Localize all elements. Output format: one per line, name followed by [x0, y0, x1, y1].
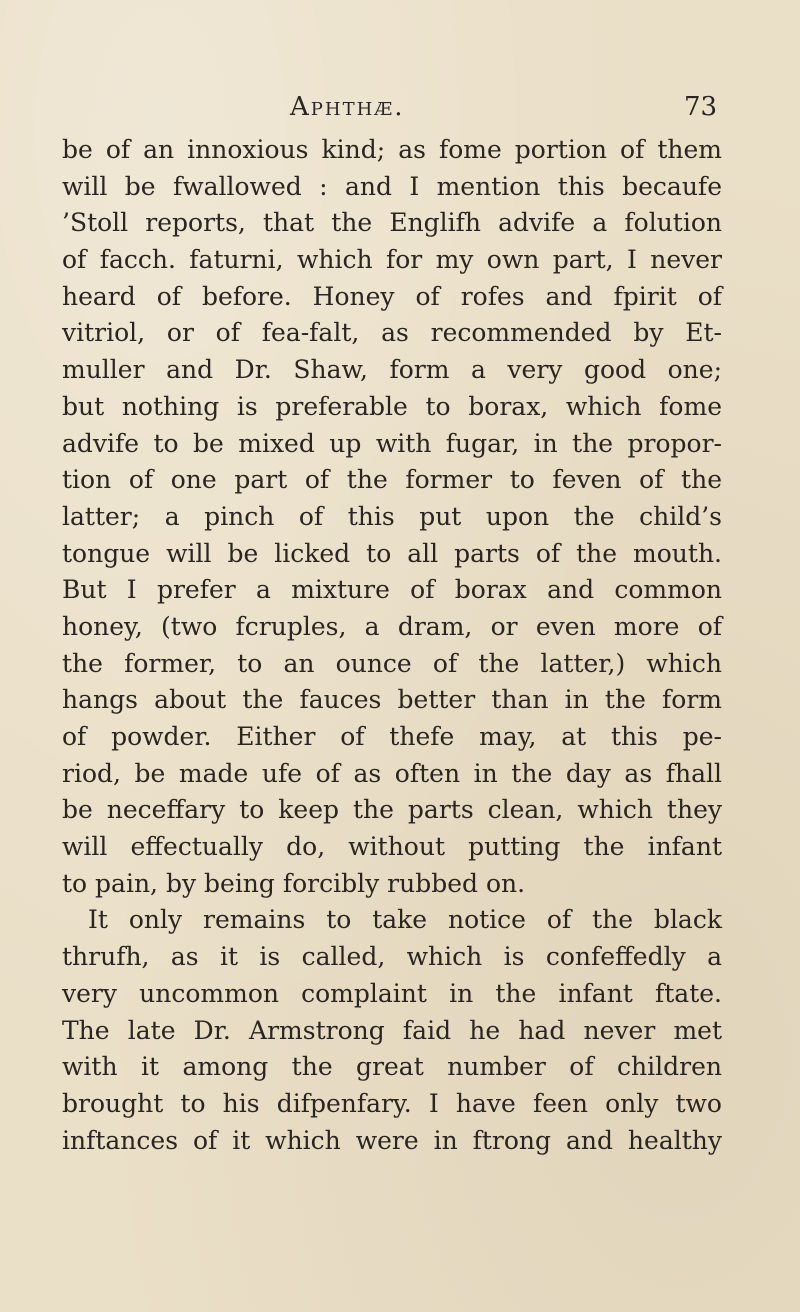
- text-line: with it among the great number of children: [62, 1052, 722, 1082]
- text-line: will be fwallowed : and I mention this becaufe: [62, 171, 722, 201]
- text-line: to pain, by being forcibly rubbed on.: [62, 868, 526, 898]
- text-line: It only remains to take notice of the black: [88, 905, 722, 935]
- text-line: thrufh, as it is called, which is confeffedly a: [62, 942, 722, 972]
- text-line: muller and Dr. Shaw, form a very good one;: [62, 355, 722, 385]
- text-line: But I prefer a mixture of borax and common: [62, 575, 722, 605]
- text-line: riod, be made ufe of as often in the day as fhall: [62, 758, 722, 788]
- running-head: Aphthæ.: [290, 92, 405, 122]
- text-line: brought to his difpenfary. I have feen only two: [62, 1088, 722, 1118]
- text-line: the former, to an ounce of the latter,) which: [62, 648, 722, 678]
- text-line: advife to be mixed up with fugar, in the propor-: [62, 428, 722, 458]
- text-line: tongue will be licked to all parts of the mouth.: [62, 538, 722, 568]
- text-line: be neceffary to keep the parts clean, which they: [62, 795, 722, 825]
- text-line: very uncommon complaint in the infant ftate.: [62, 978, 722, 1008]
- text-line: be of an innoxious kind; as fome portion of them: [62, 135, 722, 164]
- text-line: will effectually do, without putting the infant: [62, 832, 722, 862]
- text-line: hangs about the fauces better than in the form: [62, 685, 722, 715]
- text-line: of facch. faturni, which for my own part, I never: [62, 245, 722, 275]
- text-line: of powder. Either of thefe may, at this pe-: [62, 722, 722, 751]
- body-text: [62, 132, 722, 1159]
- text-line: honey, (two fcruples, a dram, or even more of: [62, 611, 722, 641]
- text-line: inftances of it which were in ftrong and healthy: [62, 1125, 722, 1155]
- text-line: ’Stoll reports, that the Englifh advife a folution: [62, 208, 722, 238]
- text-line: The late Dr. Armstrong faid he had never met: [62, 1015, 722, 1045]
- text-line: vitriol, or of fea-falt, as recommended by Et-: [62, 318, 722, 348]
- text-line: but nothing is preferable to borax, which fome: [62, 391, 722, 421]
- page-number: 73: [684, 92, 718, 122]
- text-line: latter; a pinch of this put upon the child’s: [62, 501, 722, 531]
- text-line: tion of one part of the former to feven of the: [62, 465, 722, 495]
- text-line: heard of before. Honey of rofes and fpirit of: [62, 281, 722, 311]
- page-header: [0, 92, 800, 132]
